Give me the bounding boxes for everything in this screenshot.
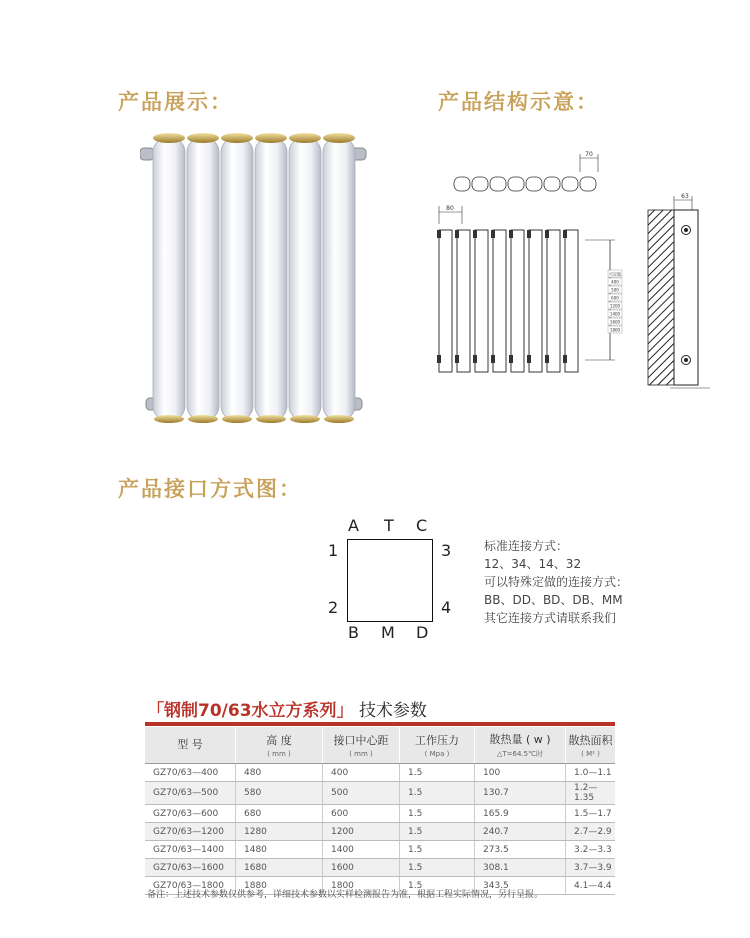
- height-label: 1400: [609, 311, 621, 317]
- table-cell: 343.5: [475, 877, 566, 895]
- top-view-tube: [508, 177, 524, 191]
- table-cell: 680: [236, 805, 323, 823]
- title-rule: [145, 722, 615, 726]
- front-view-tube: [491, 230, 506, 372]
- port-label-t: T: [384, 516, 394, 535]
- height-label: 可定做: [609, 271, 621, 277]
- front-view-tube: [527, 230, 542, 372]
- table-cell: GZ70/63—1800: [145, 877, 236, 895]
- table-cell: 273.5: [475, 841, 566, 859]
- structure-front-view: [425, 200, 625, 390]
- port-label-a: A: [348, 516, 359, 535]
- table-cell: GZ70/63—600: [145, 805, 236, 823]
- radiator-tube: [187, 133, 219, 423]
- radiator-photo: [140, 128, 368, 428]
- table-cell: 3.2—3.3: [566, 841, 616, 859]
- table-cell: 4.1—4.4: [566, 877, 616, 895]
- series-title: [147, 696, 427, 721]
- footnote: 备注：上述技术参数仅供参考，详细技术参数以实样检测报告为准，根据工程实际情况，另行呈报。: [147, 890, 544, 900]
- note-line: 其它连接方式请联系我们: [484, 611, 617, 625]
- table-row: [145, 823, 615, 841]
- table-cell: 1.5: [400, 877, 475, 895]
- front-view-tube: [563, 230, 578, 372]
- table-cell: 1.5: [400, 841, 475, 859]
- col-header-pressure: 工作压力 ( Mpa ): [400, 727, 475, 764]
- radiator-tube: [323, 133, 355, 423]
- radiator-tube: [221, 133, 253, 423]
- table-cell: 1.0—1.1: [566, 764, 616, 782]
- table-cell: 1400: [323, 841, 400, 859]
- table-cell: 2.7—2.9: [566, 823, 616, 841]
- port-label-1: 1: [328, 541, 339, 560]
- table-cell: 1.5: [400, 764, 475, 782]
- port-label-c: C: [416, 516, 428, 535]
- table-cell: 100: [475, 764, 566, 782]
- note-line: 12、34、14、32: [484, 557, 582, 571]
- height-label: 1800: [609, 327, 621, 333]
- top-view-tube: [454, 177, 470, 191]
- front-view-tube: [509, 230, 524, 372]
- table-cell: 1480: [236, 841, 323, 859]
- table-cell: GZ70/63—500: [145, 782, 236, 805]
- table-cell: 3.7—3.9: [566, 859, 616, 877]
- radiator-tube: [153, 133, 185, 423]
- product-structure-heading: 产品结构示意：: [438, 90, 599, 114]
- table-cell: 1.5: [400, 823, 475, 841]
- port-label-2: 2: [328, 598, 339, 617]
- port-label-3: 3: [441, 541, 452, 560]
- table-cell: 1.5: [400, 782, 475, 805]
- table-row: [145, 782, 615, 805]
- height-label: 400: [611, 279, 619, 285]
- table-row: [145, 805, 615, 823]
- table-cell: 1880: [236, 877, 323, 895]
- height-label: 500: [611, 287, 619, 293]
- series-bracket-close: 」: [336, 701, 354, 721]
- interface-diagram-heading: 产品接口方式图：: [118, 477, 302, 501]
- dim-top-label: 70: [585, 151, 593, 158]
- series-suffix: 技术参数: [358, 701, 427, 721]
- table-cell: GZ70/63—1400: [145, 841, 236, 859]
- port-label-m: M: [381, 623, 395, 642]
- height-label: 1200: [609, 303, 621, 309]
- col-header-height: 高 度 ( mm ): [236, 727, 323, 764]
- top-view-tube: [562, 177, 578, 191]
- front-view-tube: [545, 230, 560, 372]
- structure-top-view: [440, 150, 610, 200]
- col-header-heat-output: 散热量 ( w ) △T=64.5℃时: [475, 727, 566, 764]
- table-cell: 480: [236, 764, 323, 782]
- front-view-tube: [473, 230, 488, 372]
- table-cell: 1280: [236, 823, 323, 841]
- dim-side-label: 63: [681, 193, 689, 200]
- col-header-model: 型 号: [145, 727, 236, 764]
- port-label-d: D: [416, 623, 429, 642]
- table-cell: GZ70/63—1600: [145, 859, 236, 877]
- height-label: 1600: [609, 319, 621, 325]
- spec-table: [145, 727, 615, 895]
- table-row: [145, 841, 615, 859]
- note-line: 标准连接方式：: [484, 539, 569, 553]
- top-view-tube: [490, 177, 506, 191]
- port-diagram: [320, 512, 470, 644]
- table-row: [145, 764, 615, 782]
- table-cell: 1600: [323, 859, 400, 877]
- table-cell: 165.9: [475, 805, 566, 823]
- table-cell: 1680: [236, 859, 323, 877]
- table-cell: 240.7: [475, 823, 566, 841]
- series-bracket-open: 「: [147, 701, 164, 721]
- note-line: BB、DD、BD、DB、MM: [484, 593, 623, 607]
- front-view-tube: [455, 230, 470, 372]
- port-square: [347, 539, 433, 622]
- port-label-b: B: [348, 623, 359, 642]
- table-cell: 400: [323, 764, 400, 782]
- table-cell: 308.1: [475, 859, 566, 877]
- col-header-center-distance: 接口中心距 ( mm ): [323, 727, 400, 764]
- table-cell: 1800: [323, 877, 400, 895]
- top-view-tube: [580, 177, 596, 191]
- table-cell: 1.5: [400, 805, 475, 823]
- table-cell: 500: [323, 782, 400, 805]
- table-cell: 1.2—1.35: [566, 782, 616, 805]
- structure-side-view: [640, 190, 720, 400]
- table-cell: 1200: [323, 823, 400, 841]
- table-cell: 1.5—1.7: [566, 805, 616, 823]
- table-cell: 1.5: [400, 859, 475, 877]
- port-label-4: 4: [441, 598, 452, 617]
- front-view-tube: [437, 230, 452, 372]
- table-cell: GZ70/63—400: [145, 764, 236, 782]
- radiator-tube: [289, 133, 321, 423]
- top-view-tube: [526, 177, 542, 191]
- top-view-tube: [472, 177, 488, 191]
- col-header-area: 散热面积 ( M² ): [566, 727, 616, 764]
- table-row: [145, 859, 615, 877]
- table-cell: 580: [236, 782, 323, 805]
- table-cell: GZ70/63—1200: [145, 823, 236, 841]
- series-name: 钢制70/63水立方系列: [164, 701, 337, 721]
- dim-front-label: 80: [446, 205, 454, 212]
- height-label: 600: [611, 295, 619, 301]
- table-cell: 130.7: [475, 782, 566, 805]
- top-view-tube: [544, 177, 560, 191]
- note-line: 可以特殊定做的连接方式：: [484, 575, 629, 589]
- connection-notes: [484, 537, 628, 627]
- product-display-heading: 产品展示：: [118, 90, 233, 114]
- radiator-tube: [255, 133, 287, 423]
- table-cell: 600: [323, 805, 400, 823]
